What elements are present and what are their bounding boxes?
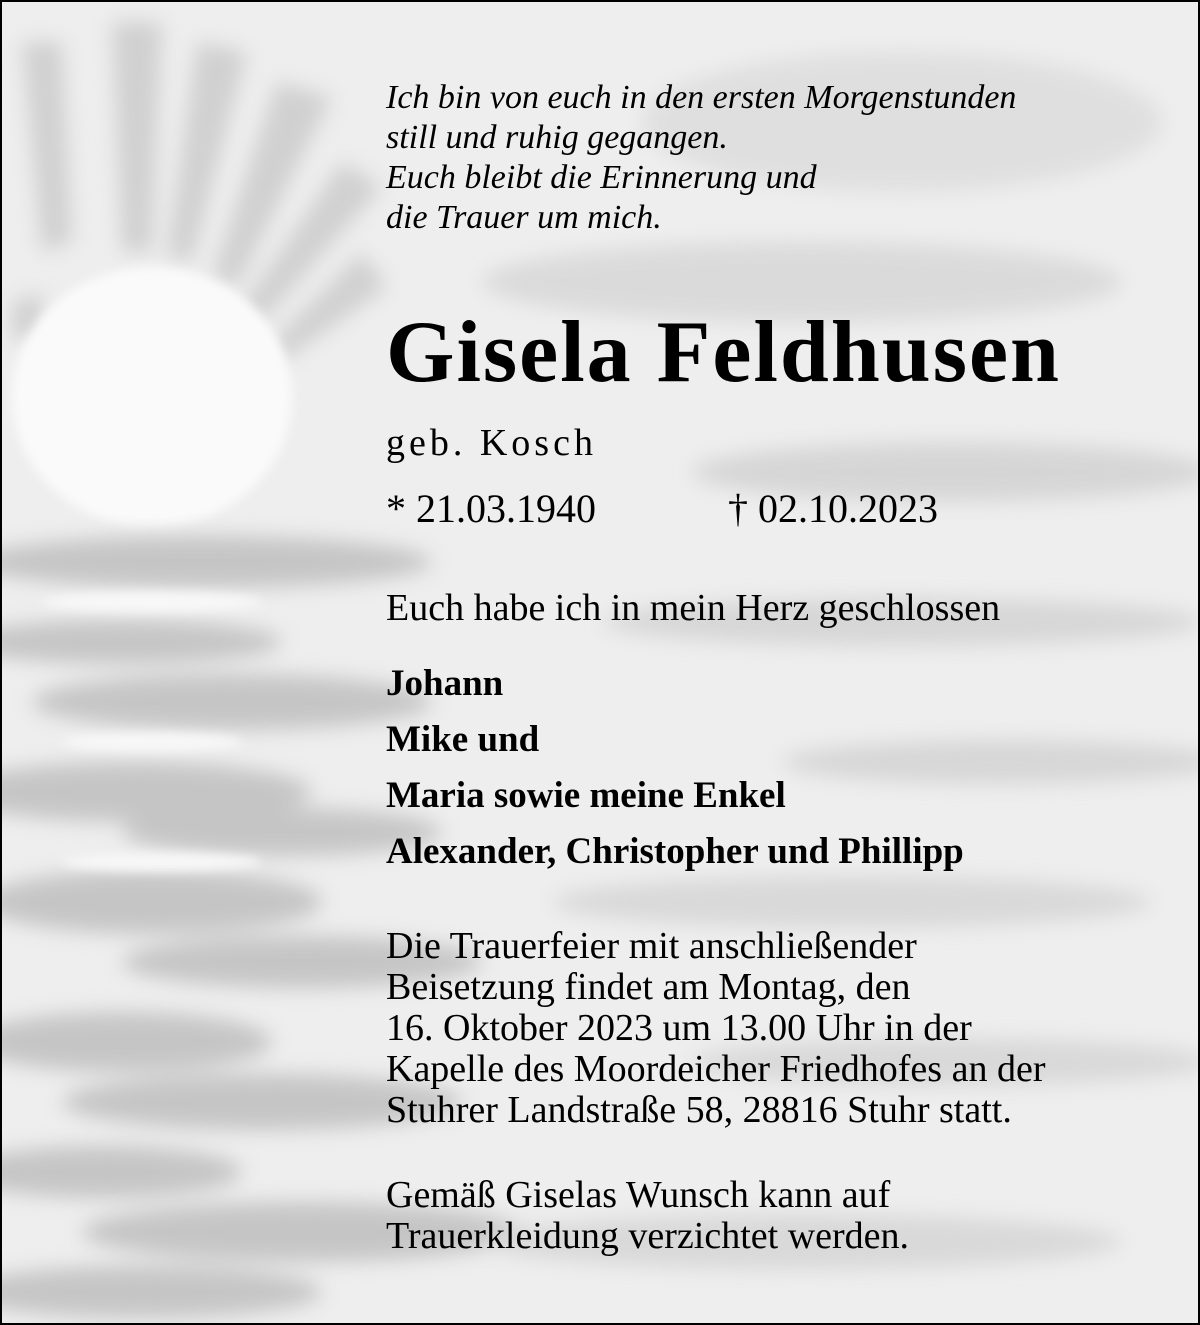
service-line: Stuhrer Landstraße 58, 28816 Stuhr statt. — [386, 1089, 1012, 1131]
service-line: 16. Oktober 2023 um 13.00 Uhr in der — [386, 1007, 972, 1049]
maiden-name: geb. Kosch — [386, 422, 597, 464]
dress-code-note — [386, 1175, 909, 1257]
birth-date: * 21.03.1940 — [386, 486, 596, 531]
farewell-line: Euch habe ich in mein Herz geschlossen — [386, 587, 1001, 629]
death-date: † 02.10.2023 — [728, 486, 938, 531]
funeral-service-info — [386, 926, 1045, 1131]
mourner-name: Mike und — [386, 719, 540, 760]
mourner-name: Maria sowie meine Enkel — [386, 775, 786, 816]
mourner-name: Alexander, Christopher und Phillipp — [386, 831, 964, 872]
deceased-name: Gisela Feldhusen — [386, 304, 1061, 401]
service-line: Kapelle des Moordeicher Friedhofes an der — [386, 1048, 1046, 1090]
life-dates — [386, 484, 938, 534]
mourners-list — [386, 656, 964, 880]
note-line: Trauerkleidung verzichtet werden. — [386, 1215, 910, 1257]
service-line: Die Trauerfeier mit anschließender — [386, 925, 917, 967]
note-line: Gemäß Giselas Wunsch kann auf — [386, 1174, 891, 1216]
poem-line: Ich bin von euch in den ersten Morgenstunden — [386, 79, 1017, 116]
service-line: Beisetzung findet am Montag, den — [386, 966, 911, 1008]
mourner-name: Johann — [386, 663, 504, 704]
memorial-poem — [386, 78, 1016, 238]
poem-line: Euch bleibt die Erinnerung und — [386, 159, 817, 196]
poem-line: still und ruhig gegangen. — [386, 119, 728, 156]
poem-line: die Trauer um mich. — [386, 199, 662, 236]
